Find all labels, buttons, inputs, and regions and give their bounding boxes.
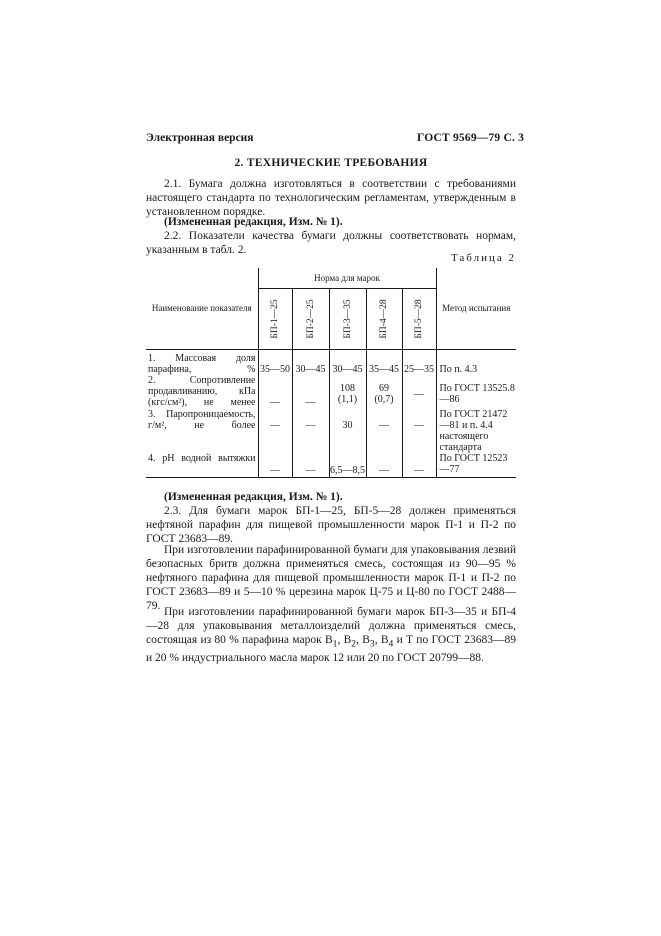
quality-norms-table bbox=[146, 268, 516, 478]
norm-value: — bbox=[258, 453, 292, 478]
norm-value: 30—45 bbox=[329, 350, 366, 376]
norm-value: 30—45 bbox=[292, 350, 329, 376]
norm-value: — bbox=[366, 453, 402, 478]
column-header-method: Метод испытания bbox=[436, 268, 516, 350]
paragraph-2-2: 2.2. Показатели качества бумаги должны соответствовать нормам, указанным в табл. 2. bbox=[146, 230, 516, 256]
paragraph-blade-paper: При изготовлении парафинированной бумаги для упаковывания лезвий безопасных бритв должна применяться смесь, состоящая из 90—95 % нефтяного парафина для пищевой промышленности марок П-1 и П-2 по ГОСТ 23683—89 и 5—10 % церезина марок Ц-75 и Ц-80 по ГОСТ 2488—79. bbox=[146, 544, 516, 612]
test-method: По ГОСТ 13525.8—86 bbox=[436, 375, 516, 409]
header-edition-label: Электронная версия bbox=[146, 132, 254, 144]
amendment-note-1: (Измененная редакция, Изм. № 1). bbox=[164, 216, 343, 228]
subscript: 2 bbox=[351, 638, 357, 650]
norm-value: — bbox=[402, 409, 436, 453]
norm-value: 25—35 bbox=[402, 350, 436, 376]
norm-value: 69 (0,7) bbox=[366, 375, 402, 409]
mark-header: БП-2—25 bbox=[292, 289, 329, 350]
test-method: По п. 4.3 bbox=[436, 350, 516, 376]
indicator-name: 1. Массовая доля парафина, % bbox=[148, 353, 256, 375]
paragraph-2-1: 2.1. Бумага должна изготовляться в соответствии с требованиями настоящего стандарта по технологическим регламентам, утвержденным в установленном порядке. bbox=[146, 178, 516, 218]
test-method: По ГОСТ 12523—77 bbox=[436, 453, 516, 478]
mark-header: БП-4—28 bbox=[366, 289, 402, 350]
subscript: 1 bbox=[332, 638, 338, 650]
norm-value: 35—50 bbox=[258, 350, 292, 376]
norm-value: — bbox=[402, 453, 436, 478]
subscript: 4 bbox=[388, 638, 394, 650]
table-caption: Таблица 2 bbox=[450, 252, 516, 264]
indicator-name: 3. Паропроницаемость, г/м², не более bbox=[148, 409, 256, 431]
amendment-note-2: (Измененная редакция, Изм. № 1). bbox=[164, 491, 343, 503]
mark-header: БП-3—35 bbox=[329, 289, 366, 350]
indicator-name: 2. Сопротивление продавливанию, кПа (кгс/см²), не менее bbox=[148, 375, 256, 408]
norm-value: 30 bbox=[329, 409, 366, 453]
section-title: 2. ТЕХНИЧЕСКИЕ ТРЕБОВАНИЯ bbox=[234, 157, 428, 169]
header-standard-page: ГОСТ 9569—79 С. 3 bbox=[417, 132, 525, 144]
table-row bbox=[146, 350, 516, 376]
table-row bbox=[146, 409, 516, 453]
table-row bbox=[146, 375, 516, 409]
norm-value: — bbox=[366, 409, 402, 453]
paragraph-2-3: 2.3. Для бумаги марок БП-1—25, БП-5—28 должен применяться нефтяной парафин для пищевой промышленности марок П-1 и П-2 по ГОСТ 23683—89. bbox=[146, 505, 516, 545]
norm-value: 35—45 bbox=[366, 350, 402, 376]
mark-header: БП-1—25 bbox=[258, 289, 292, 350]
column-header-indicator: Наименование показателя bbox=[146, 268, 258, 350]
norm-value: — bbox=[292, 375, 329, 409]
table-row bbox=[146, 453, 516, 478]
norm-value: — bbox=[292, 453, 329, 478]
norm-value: — bbox=[258, 375, 292, 409]
mark-header: БП-5—28 bbox=[402, 289, 436, 350]
norm-value: — bbox=[402, 375, 436, 409]
norm-value: 6,5—8,5 bbox=[329, 453, 366, 478]
subscript: 3 bbox=[369, 638, 375, 650]
indicator-name: 4. pH водной вытяжки bbox=[146, 453, 258, 478]
norm-value: — bbox=[258, 409, 292, 453]
norm-value: 108 (1,1) bbox=[329, 375, 366, 409]
norm-value: — bbox=[292, 409, 329, 453]
test-method: По ГОСТ 21472—81 и п. 4.4 настоящего стандарта bbox=[436, 409, 516, 453]
column-header-norm: Норма для марок bbox=[258, 268, 436, 289]
paragraph-metal-paper: При изготовлении парафинированной бумаги марок БП-3—35 и БП-4—28 для упаковывания металлоизделий должна применяться смесь, состоящая из 80 % парафина марок $В_1$, $В_2$, $В_3$, $В_4$ и Т по ГОСТ 23683—89 и 20 % индустриального масла марок 12 или 20 по ГОСТ 20799—88. bbox=[146, 606, 517, 665]
